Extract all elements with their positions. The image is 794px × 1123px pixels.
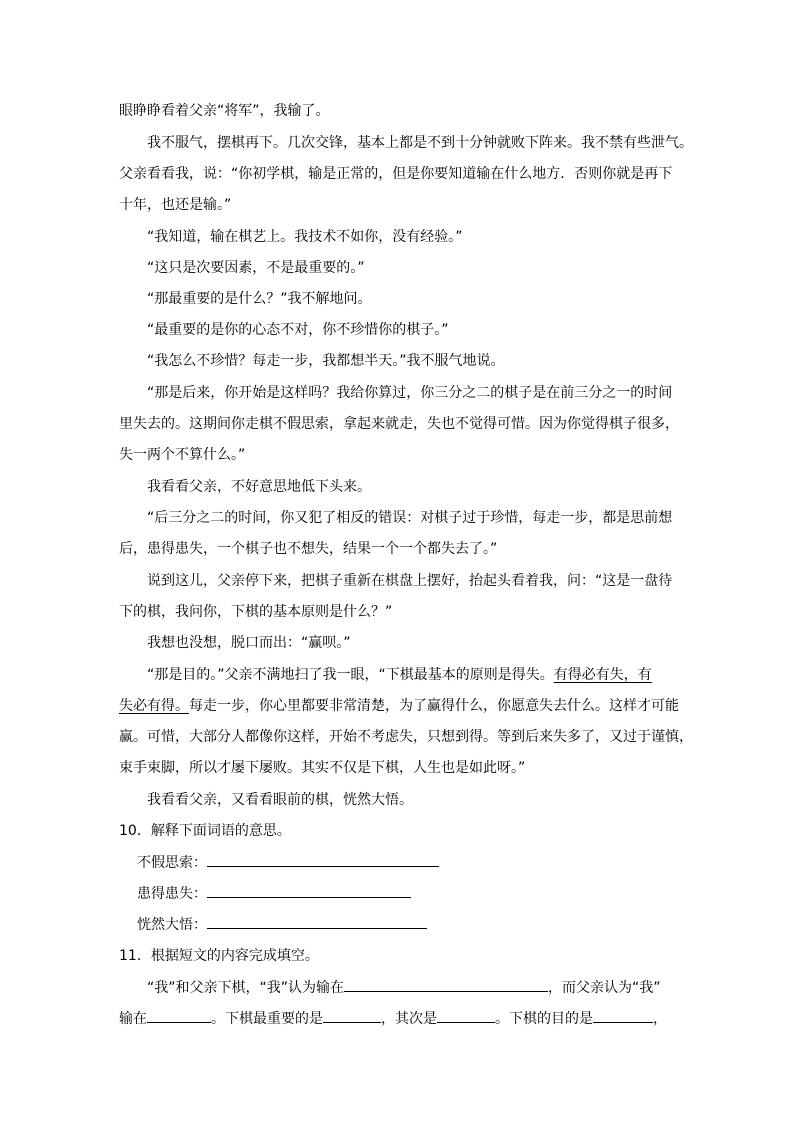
fill-in-line bbox=[147, 977, 661, 998]
term-label: 不假思索： bbox=[137, 855, 207, 871]
answer-blank[interactable] bbox=[437, 1008, 495, 1023]
paragraph-line: 说到这儿，父亲停下来，把棋子重新在棋盘上摆好，抬起头看着我，问：“这是一盘待 bbox=[147, 573, 673, 589]
text-segment: 。下棋的目的是 bbox=[495, 1011, 593, 1027]
term-row bbox=[137, 852, 439, 873]
text-segment: ， bbox=[653, 1011, 667, 1027]
paragraph-line: “那是后来，你开始是这样吗？我给你算过，你三分之二的棋子是在前三分之一的时间 bbox=[147, 385, 673, 401]
answer-blank[interactable] bbox=[593, 1008, 653, 1023]
text-segment: ，而父亲认为“我” bbox=[548, 980, 661, 996]
answer-blank[interactable] bbox=[147, 1008, 211, 1023]
paragraph-line: 我不服气，摆棋再下。几次交锋，基本上都是不到十分钟就败下阵来。我不禁有些泄气。 bbox=[147, 135, 693, 151]
paragraph-line: “后三分之二的时间，你又犯了相反的错误：对棋子过于珍惜，每走一步，都是思前想 bbox=[147, 510, 673, 526]
paragraph-line bbox=[119, 696, 679, 716]
paragraph-line: 我想也没想，脱口而出：“赢呗。” bbox=[147, 635, 351, 651]
term-label: 恍然大悟： bbox=[137, 917, 207, 933]
term-row bbox=[137, 914, 427, 935]
paragraph-line: 父亲看看我，说：“你初学棋，输是正常的，但是你要知道输在什么地方．否则你就是再下 bbox=[119, 166, 673, 182]
answer-blank[interactable] bbox=[344, 977, 548, 992]
text-segment: 每走一步，你心里都要非常清楚，为了赢得什么，你愿意失去什么。这样才可能 bbox=[189, 698, 679, 714]
dialogue-line: “这只是次要因素，不是最重要的。” bbox=[147, 260, 365, 276]
paragraph-line: 后，患得患失，一个棋子也不想失，结果一个一个都失去了。” bbox=[119, 541, 498, 557]
underlined-text: 有得必有失，有 bbox=[553, 667, 652, 683]
paragraph-line: 眼睁睁看着父亲“将军”，我输了。 bbox=[119, 103, 330, 119]
answer-blank[interactable] bbox=[207, 883, 411, 898]
question-title: 11．根据短文的内容完成填空。 bbox=[119, 948, 319, 964]
paragraph-line: 下的棋，我问你，下棋的基本原则是什么？” bbox=[119, 604, 393, 620]
paragraph-line: 赢。可惜，大部分人都像你这样，开始不考虑失，只想到得。等到后来失多了，又过于谨慎， bbox=[119, 729, 693, 745]
paragraph-line bbox=[147, 665, 652, 685]
paragraph-line: 束手束脚，所以才屡下屡败。其实不仅是下棋，人生也是如此呀。” bbox=[119, 760, 526, 776]
answer-blank[interactable] bbox=[207, 914, 427, 929]
paragraph-line: 失一两个不算什么。” bbox=[119, 447, 246, 463]
underlined-text: 失必有得。 bbox=[119, 698, 189, 714]
term-label: 患得患失： bbox=[137, 886, 207, 902]
answer-blank[interactable] bbox=[207, 852, 439, 867]
question-title: 10．解释下面词语的意思。 bbox=[119, 823, 291, 839]
paragraph-line: 十年，也还是输。” bbox=[119, 197, 232, 213]
paragraph-line: 里失去的。这期间你走棋不假思索，拿起来就走，失也不觉得可惜。因为你觉得棋子很多， bbox=[119, 416, 679, 432]
term-row bbox=[137, 883, 411, 904]
dialogue-line: “那最重要的是什么？”我不解地问。 bbox=[147, 291, 372, 307]
dialogue-line: “最重要的是你的心态不对，你不珍惜你的棋子。” bbox=[147, 322, 449, 338]
answer-blank[interactable] bbox=[323, 1008, 381, 1023]
text-segment: “我”和父亲下棋，“我”认为输在 bbox=[147, 980, 345, 996]
dialogue-line: “我怎么不珍惜？每走一步，我都想半天。”我不服气地说。 bbox=[147, 353, 505, 369]
text-segment: 。下棋最重要的是 bbox=[211, 1011, 323, 1027]
paragraph-line: 我看看父亲，又看看眼前的棋，恍然大悟。 bbox=[147, 792, 413, 808]
text-segment: ，其次是 bbox=[381, 1011, 437, 1027]
dialogue-line: “我知道，输在棋艺上。我技术不如你，没有经验。” bbox=[147, 229, 463, 245]
text-segment: 输在 bbox=[119, 1011, 147, 1027]
fill-in-line bbox=[119, 1008, 667, 1029]
paragraph-line: 我看看父亲，不好意思地低下头来。 bbox=[147, 479, 371, 495]
text-segment: “那是目的。”父亲不满地扫了我一眼，“下棋最基本的原则是得失。 bbox=[147, 667, 554, 683]
